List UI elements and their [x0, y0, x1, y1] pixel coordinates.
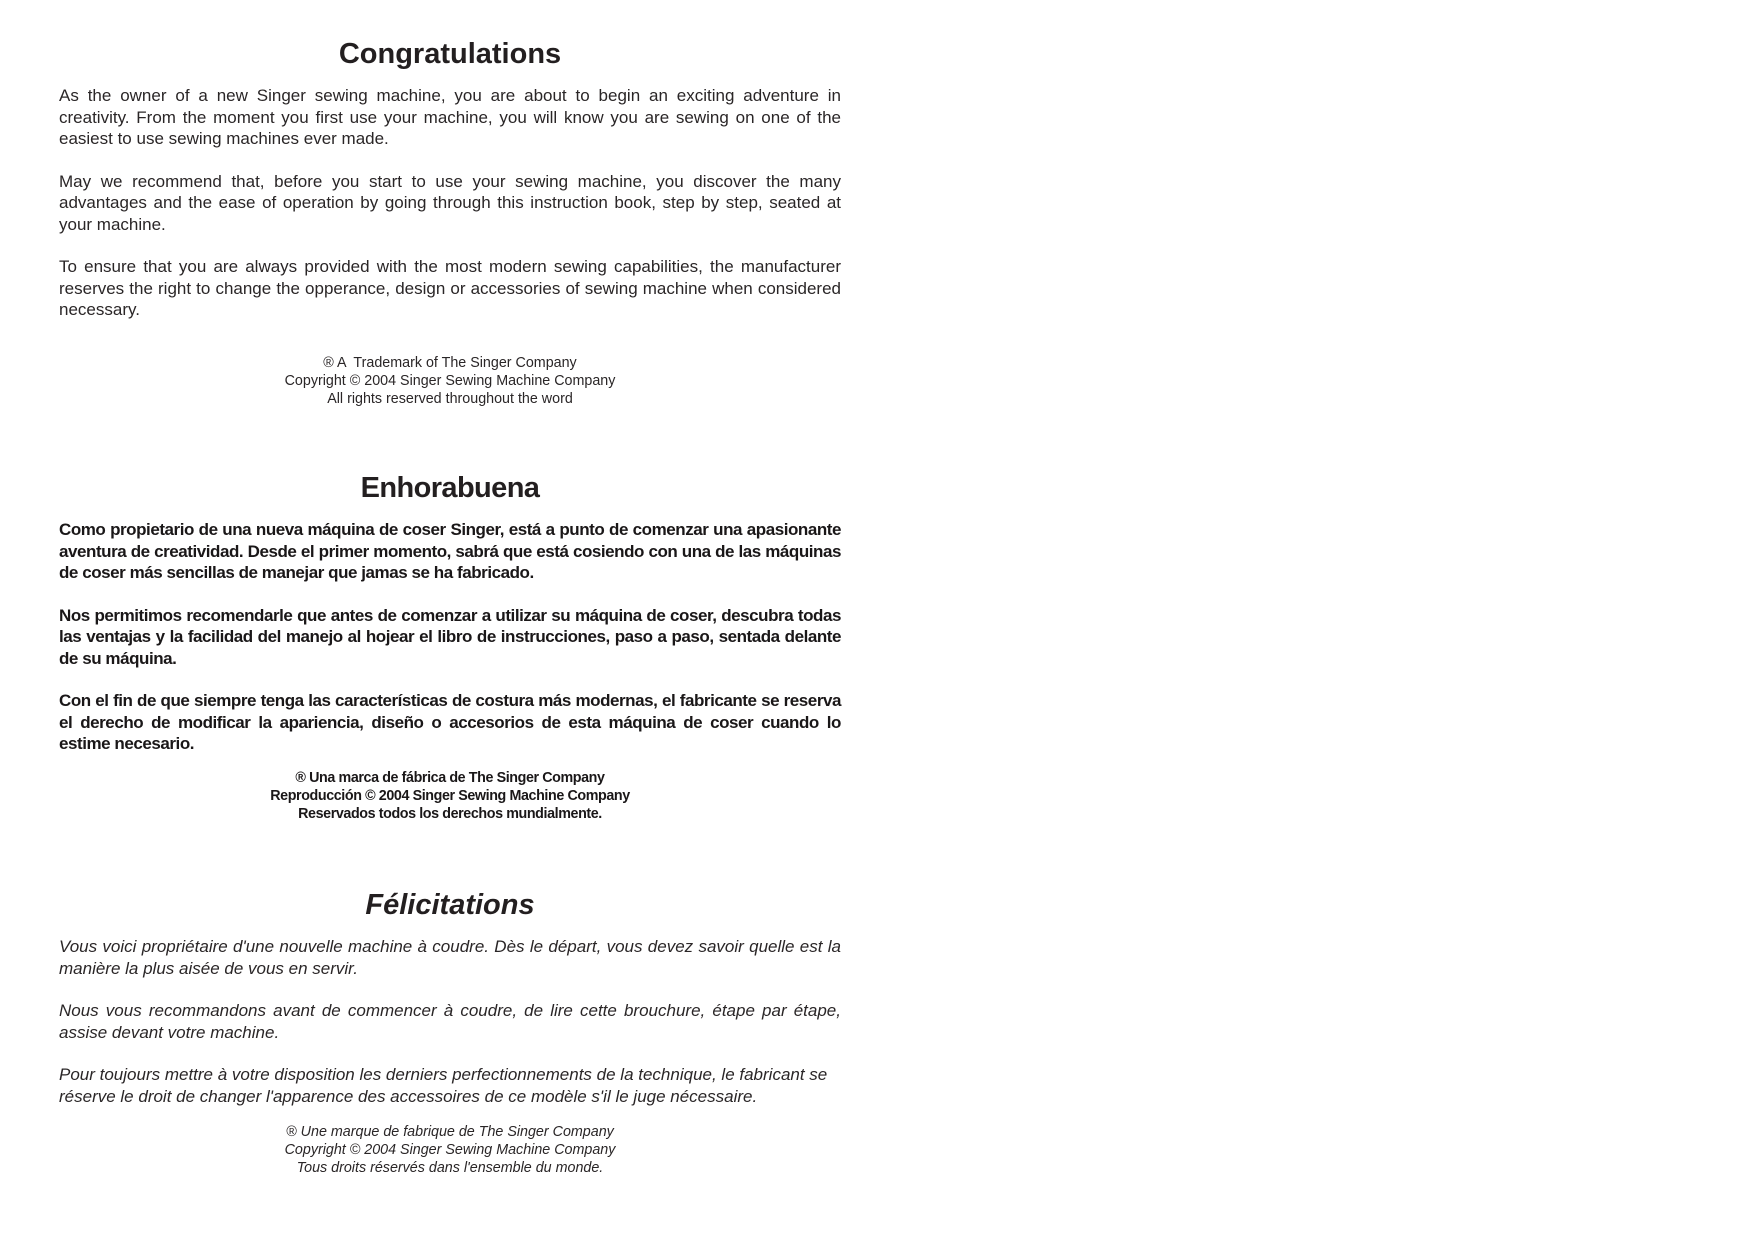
- french-section: [59, 885, 841, 1177]
- spanish-paragraph-3: Con el fin de que siempre tenga las características de costura más modernas, el fabricante se reserva el derecho de modificar la apariencia, diseño o accesorios de esta máquina de coser cuando lo estime necesario.: [59, 691, 841, 753]
- spanish-rights-line: Reservados todos los derechos mundialmente.: [298, 805, 602, 822]
- spanish-section: [59, 468, 841, 823]
- french-paragraph-3: Pour toujours mettre à votre disposition les derniers perfectionnements de la technique, le fabricant se réserve le droit de changer l'apparence des accessoires de ce modèle s'il le juge nécessaire.: [59, 1065, 828, 1106]
- french-title: Félicitations: [365, 889, 535, 921]
- spanish-title: Enhorabuena: [360, 472, 540, 504]
- french-copyright-line: Copyright © 2004 Singer Sewing Machine Company: [284, 1142, 616, 1158]
- french-paragraph-2: Nous vous recommandons avant de commencer à coudre, de lire cette brouchure, étape par étape, assise devant votre machine.: [59, 1001, 841, 1042]
- french-rights-line: Tous droits réservés dans l'ensemble du monde.: [296, 1160, 604, 1176]
- spanish-copyright-line: Reproducción © 2004 Singer Sewing Machine Company: [270, 787, 630, 804]
- english-paragraph-3: To ensure that you are always provided with the most modern sewing capabilities, the manufacturer reserves the right to change the opperance, design or accessories of sewing machine when considered necessary.: [59, 257, 841, 319]
- spanish-paragraph-2: Nos permitimos recomendarle que antes de comenzar a utilizar su máquina de coser, descubra todas las ventajas y la facilidad del manejo al hojear el libro de instrucciones, paso a paso, sentada delante de su máquina.: [59, 605, 841, 668]
- english-section: [59, 34, 841, 408]
- english-paragraph-2: May we recommend that, before you start to use your sewing machine, you discover the many advantages and the ease of operation by going through this instruction book, step by step, seated at your machine.: [59, 171, 841, 234]
- french-trademark-line: ® Une marque de fabrique de The Singer Company: [286, 1124, 614, 1140]
- spanish-trademark-notice: [59, 769, 841, 823]
- spanish-trademark-line: ® Una marca de fábrica de The Singer Company: [295, 769, 605, 786]
- spanish-paragraph-1: Como propietario de una nueva máquina de coser Singer, está a punto de comenzar una apasionante aventura de creatividad. Desde el primer momento, sabrá que está cosiendo con una de las máquinas de coser más sencillas de manejar que jamas se ha fabricado.: [59, 520, 841, 582]
- english-title: Congratulations: [338, 38, 562, 70]
- french-paragraph-1: Vous voici propriétaire d'une nouvelle machine à coudre. Dès le départ, vous devez savoir quelle est la manière la plus aisée de vous en servir.: [59, 937, 841, 978]
- english-paragraph-1: As the owner of a new Singer sewing machine, you are about to begin an exciting adventure in creativity. From the moment you first use your machine, you will know you are sewing on one of the easiest to use sewing machines ever made.: [59, 86, 841, 148]
- english-trademark-notice: [59, 354, 841, 408]
- english-copyright-line: Copyright © 2004 Singer Sewing Machine Company: [284, 372, 616, 389]
- french-trademark-notice: [59, 1123, 841, 1177]
- english-rights-line: All rights reserved throughout the word: [327, 390, 573, 407]
- english-trademark-line: ® A Trademark of The Singer Company: [323, 354, 577, 371]
